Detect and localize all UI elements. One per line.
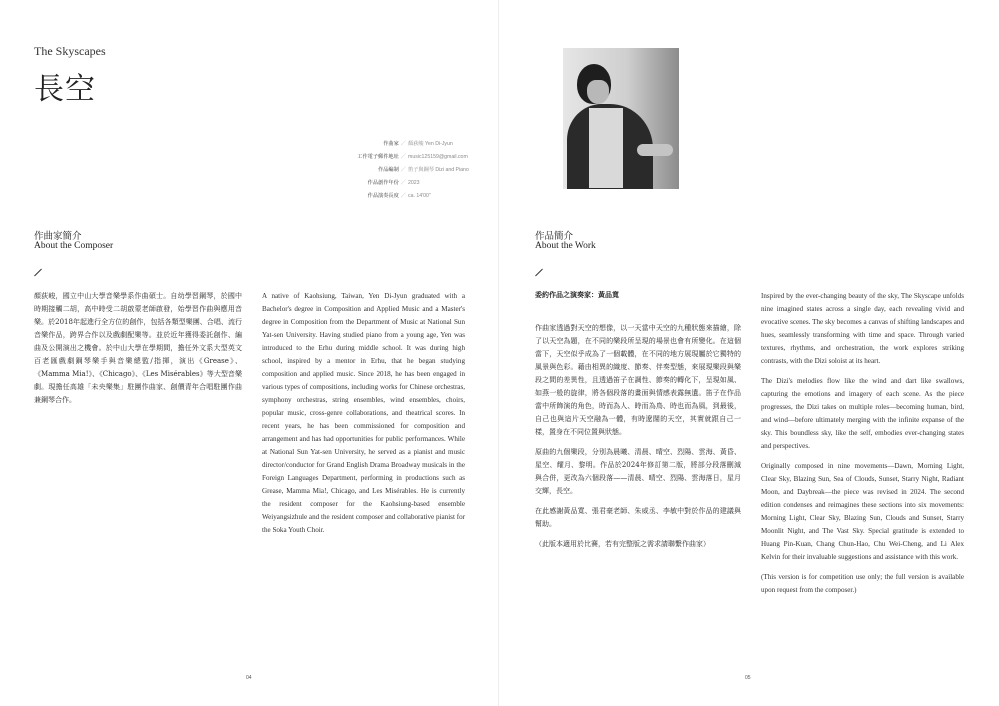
credit-value: 2023 (408, 180, 420, 186)
work-title-en: The Skyscapes (34, 44, 106, 58)
credit-row-instrumentation (300, 164, 470, 177)
composer-bio-zh (34, 290, 242, 414)
credit-label: 作品創作年份 (367, 180, 399, 186)
credit-label: 作曲家 (383, 141, 399, 147)
credit-separator: ／ (400, 154, 406, 160)
section-heading-zh: 作品簡介 (535, 231, 574, 242)
notes-paragraph-en: Inspired by the ever-changing beauty of the sky, The Skyscape unfolds nine imagined states across a single day, each revealing vivid and evocative scenes. The sky becomes a canvas of shifting landscapes and hues, seamlessly transforming with time and space. Through varied textures, rhythms, and orchestration, the work explores striking contrasts, with the Dizi soloist at its heart. (761, 292, 964, 365)
notes-paragraph-zh: 在此感謝黃品寬、張君豪老師、朱威丞、李敏中對於作品的建議與幫助。 (535, 507, 741, 528)
section-heading-en: About the Composer (34, 241, 114, 251)
work-notes-en (761, 290, 964, 604)
notes-paragraph-en: Originally composed in nine movements—Dawn, Morning Light, Clear Sky, Blazing Sun, Sea of Clouds, Sunset, Starry Night, Radiant Moon, and Daybreak—the piece was revised in 2024. The second edition condenses and reimagines these sections into six movements: Morning Light, Clear Sky, Blazing Sun, Clouds and Sunset, Starry Moonlit Night, and The Vast Sky. Special gratitude is extended to Huang Pin-Kuan, Chang Chun-Hao, Chu Wei-Cheng, and Li Alex Kelvin for their invaluable suggestions and assistance with this work. (761, 462, 964, 561)
composer-photo (563, 48, 679, 189)
credit-separator: ／ (400, 193, 406, 199)
credit-separator: ／ (400, 141, 406, 147)
credit-label: 作品編制 (378, 167, 399, 173)
notes-paragraph-en: (This version is for competition use only; the full version is available upon request from the composer.) (761, 573, 964, 594)
notes-paragraph-zh: 原曲的九個樂段，分別為晨曦、清晨、晴空、烈陽、雲海、黃昏、星空、耀月、黎明。作品於2024年修訂第二版，將部分段落刪減與合併，更改為六個段落——清晨、晴空、烈陽、雲海落日，星月交輝，長空。 (535, 448, 741, 495)
bio-paragraph-en: A native of Kaohsiung, Taiwan, Yen Di-Jyun graduated with a Bachelor's degree in Composition and Applied Music and a Master's degree in Composition from the Department of Music at National Sun Yat-sen University. Having studied piano from a young age, Yen was introduced to the Erhu during middle school. It was during high school, inspired by a mentor in Erhu, that he began studying composition and applied music. Since 2018, he has been engaged in various types of compositions, including works for Chinese orchestras, symphony orchestras, string ensembles, wind ensembles, choirs, popular music, cross-genre collaborations, and theatrical scores. In recent years, he has been commissioned for composition and arrangement and has had opportunities for public performances. While at National Sun Yat-sen University, he served as a pianist and music director/conductor for Grand English Drama Broadway musicals in the Foreign Languages Department, performing in productions such as Grease, Mamma Mia!, Chicago, and Les Misérables. He is currently the resident composer for the Kaohsiung-based ensemble Weiyangsizhule and the resident composer and collaborative pianist for the Soka Youth Choir. (262, 292, 465, 534)
credit-label: 工作電子郵件地址 (357, 154, 399, 160)
slash-divider (535, 269, 543, 277)
page-number: 04 (246, 675, 252, 681)
slash-divider (34, 269, 42, 277)
composer-bio-en (262, 290, 465, 544)
credit-row-composer (300, 138, 470, 151)
commission-credit: 委約作品之演奏家：黃品寬 (535, 290, 619, 299)
credit-value: 顏荻峻 Yen Di-Jyun (408, 141, 453, 147)
credit-row-duration (300, 190, 470, 203)
bio-paragraph-zh: 顏荻峻，國立中山大學音樂學系作曲碩士。自幼學習鋼琴，於國中時期接觸二胡，高中時受二胡啟蒙老師啟發，始學習作曲與應用音樂。於2018年起進行全方位的創作，包括各類型樂團、合唱、流行音樂作品，跨界合作以及戲劇配樂等。並於近年獲得委託創作、編曲及公開演出之機會。於中山大學在學期間，擔任外文系大型英文百老匯戲劇鋼琴樂手與音樂總監/指揮，演出《Grease》、《Mamma Mia!》、《Chicago》、《Les Misérables》等大型音樂劇。現擔任高雄「未央樂集」駐團作曲家、創價青年合唱駐團作曲兼鋼琴合作。 (34, 292, 242, 404)
photo-figure-hand (637, 144, 673, 156)
credit-value: 笛子與鋼琴 Dizi and Piano (408, 167, 469, 173)
work-notes-zh (535, 322, 741, 558)
section-heading-zh: 作曲家簡介 (34, 231, 82, 242)
work-title-zh: 長空 (34, 72, 96, 107)
page-number: 05 (745, 675, 751, 681)
credit-separator: ／ (400, 180, 406, 186)
section-heading-en: About the Work (535, 241, 596, 251)
photo-figure-shirt (589, 108, 623, 188)
credit-separator: ／ (400, 167, 406, 173)
credit-row-year (300, 177, 470, 190)
credit-value: music125159@gmail.com (408, 154, 468, 160)
notes-paragraph-en: The Dizi's melodies flow like the wind and dart like swallows, capturing the emotions and imagery of each scene. As the piece progresses, the Dizi takes on multiple roles—becoming human, bird, and wind—before ultimately merging with the infinite expanse of the sky. This boundless sky, like the self, embodies ever-changing states and perspectives. (761, 377, 964, 450)
credit-label: 作品演奏長度 (367, 193, 399, 199)
credit-row-email (300, 151, 470, 164)
left-page (0, 0, 499, 706)
credit-value: ca. 14'00" (408, 193, 431, 199)
photo-figure-face (587, 80, 609, 104)
notes-paragraph-zh: （此版本適用於比賽，若有完整版之需求請聯繫作曲家） (535, 540, 710, 548)
credits-block (300, 138, 470, 203)
notes-paragraph-zh: 作曲家透過對天空的想像，以一天當中天空的九種狀態來描繪，除了以天空為題，在不同的樂段所呈現的場景也會有所變化。在這個當下，天空似乎成為了一個載體，在不同的地方展現屬於它獨特的風景與色彩。藉由相異的織度、節奏、伴奏型態，來展現樂段與樂段之間的差異性，且透過笛子在調性、節奏的轉化下，呈現如風、如燕一般的旋律，將各個段落的畫面與情感表露無遺。笛子在作品當中所飾演的角色，時而為人、時而為鳥、時也而為風，到最後，自己也與這片天空融為一體，有時遼闊的天空，其實就跟自己一樣，置身在不同位置與狀態。 (535, 324, 741, 436)
